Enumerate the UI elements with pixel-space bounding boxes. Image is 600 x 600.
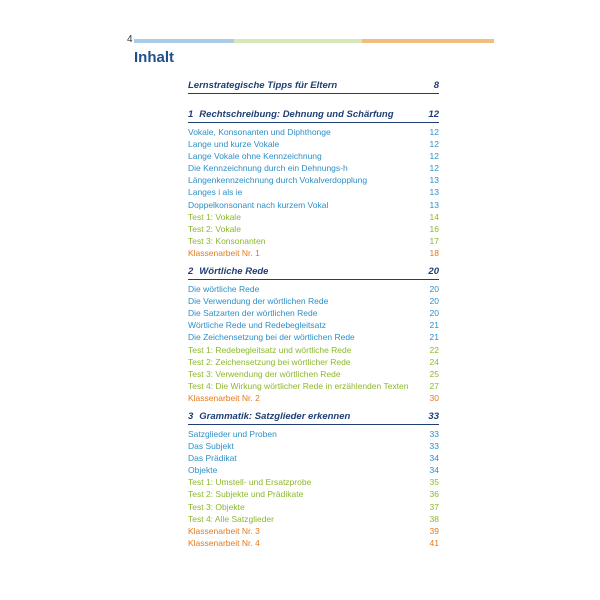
toc-entry-title: Test 1: Redebegleitsatz und wörtliche Rede bbox=[188, 344, 352, 355]
toc-section-page: 12 bbox=[428, 109, 439, 120]
toc-section-title-text: Rechtschreibung: Dehnung und Schärfung bbox=[199, 109, 394, 120]
toc-entry-test bbox=[188, 488, 439, 500]
table-of-contents bbox=[188, 79, 439, 549]
toc-section-number: 2 bbox=[188, 266, 194, 278]
toc-entry-page: 33 bbox=[429, 428, 439, 439]
toc-entry-page: 16 bbox=[429, 223, 439, 234]
toc-entry-title: Test 4: Alle Satzglieder bbox=[188, 513, 274, 524]
toc-entry-title: Vokale, Konsonanten und Diphthonge bbox=[188, 127, 331, 137]
toc-entry-exam bbox=[188, 392, 439, 404]
toc-entry-lesson bbox=[188, 307, 439, 319]
toc-entry-exam bbox=[188, 247, 439, 259]
toc-entry-page: 12 bbox=[429, 151, 439, 162]
toc-entry-title: Wörtliche Rede und Redebegleitsatz bbox=[188, 320, 326, 331]
toc-entry-page: 27 bbox=[429, 380, 439, 391]
toc-entry-title: Klassenarbeit Nr. 1 bbox=[188, 247, 260, 258]
toc-entry-lesson bbox=[188, 440, 439, 452]
toc-entry-test bbox=[188, 356, 439, 368]
toc-section-title bbox=[188, 108, 394, 121]
toc-entry-test bbox=[188, 344, 439, 356]
toc-entry-page: 12 bbox=[429, 127, 439, 137]
toc-entry-page: 24 bbox=[429, 356, 439, 367]
toc-entry-test bbox=[188, 235, 439, 247]
toc-section-title bbox=[188, 265, 268, 278]
toc-entry-title: Die Satzarten der wörtlichen Rede bbox=[188, 308, 318, 319]
toc-entry-title: Klassenarbeit Nr. 2 bbox=[188, 392, 260, 403]
toc-entry-test bbox=[188, 368, 439, 380]
toc-section-number: 1 bbox=[188, 109, 194, 120]
toc-entry-page: 20 bbox=[429, 308, 439, 319]
toc-entry-page: 18 bbox=[429, 247, 439, 258]
toc-section-title-text: Grammatik: Satzglieder erkennen bbox=[199, 410, 351, 422]
toc-entry-page: 34 bbox=[429, 465, 439, 476]
toc-section-page: 33 bbox=[428, 410, 439, 422]
toc-entry-lesson bbox=[188, 174, 439, 186]
toc-entry-title: Klassenarbeit Nr. 3 bbox=[188, 525, 260, 536]
toc-entry-title: Längenkennzeichnung durch Vokalverdopplung bbox=[188, 175, 368, 186]
page-number: 4 bbox=[127, 34, 133, 45]
toc-entry-page: 21 bbox=[429, 320, 439, 331]
toc-entry-title: Test 4: Die Wirkung wörtlicher Rede in erzählenden Texten bbox=[188, 380, 409, 391]
toc-entry-test bbox=[188, 476, 439, 488]
toc-entry-title: Test 3: Konsonanten bbox=[188, 235, 266, 246]
toc-entry-page: 35 bbox=[429, 477, 439, 488]
toc-entry-page: 13 bbox=[429, 199, 439, 210]
header-bar-blue bbox=[134, 39, 234, 43]
toc-section-title-text: Wörtliche Rede bbox=[199, 266, 269, 278]
toc-entry-exam bbox=[188, 537, 439, 549]
toc-entry-page: 13 bbox=[429, 175, 439, 186]
toc-entry-lesson bbox=[188, 295, 439, 307]
toc-entry-title: Die Kennzeichnung durch ein Dehnungs-h bbox=[188, 163, 348, 174]
toc-sections bbox=[188, 108, 439, 549]
header-bar-orange bbox=[362, 39, 494, 43]
spacer bbox=[188, 97, 439, 108]
toc-entry-lesson bbox=[188, 283, 439, 295]
toc-entry-title: Test 2: Vokale bbox=[188, 223, 241, 234]
toc-entry-page: 41 bbox=[429, 537, 439, 548]
toc-entry-title: Test 2: Subjekte und Prädikate bbox=[188, 489, 304, 500]
page-title: Inhalt bbox=[134, 49, 174, 66]
toc-entry-title: Die Zeichensetzung bei der wörtlichen Rede bbox=[188, 332, 355, 343]
toc-entry-title: Das Prädikat bbox=[188, 453, 237, 464]
toc-entry-lesson bbox=[188, 464, 439, 476]
toc-intro-page: 8 bbox=[433, 80, 439, 91]
toc-entry-test bbox=[188, 513, 439, 525]
toc-entry-page: 22 bbox=[429, 344, 439, 355]
toc-entry-page: 20 bbox=[429, 284, 439, 295]
toc-entry-test bbox=[188, 380, 439, 392]
toc-entry-title: Das Subjekt bbox=[188, 441, 234, 452]
toc-entry-title: Test 1: Vokale bbox=[188, 211, 241, 222]
toc-entry-title: Test 2: Zeichensetzung bei wörtlicher Rede bbox=[188, 356, 351, 367]
toc-entry-lesson bbox=[188, 126, 439, 138]
toc-section-title bbox=[188, 410, 350, 423]
toc-intro-row bbox=[188, 79, 439, 94]
toc-entry-page: 36 bbox=[429, 489, 439, 500]
toc-section-page: 20 bbox=[428, 266, 439, 278]
toc-entry-lesson bbox=[188, 331, 439, 343]
toc-entry-title: Test 3: Objekte bbox=[188, 501, 245, 512]
toc-entry-page: 17 bbox=[429, 235, 439, 246]
toc-entry-title: Lange und kurze Vokale bbox=[188, 139, 280, 150]
toc-entry-title: Test 1: Umstell- und Ersatzprobe bbox=[188, 477, 312, 488]
toc-entry-page: 30 bbox=[429, 392, 439, 403]
toc-entry-lesson bbox=[188, 428, 439, 440]
toc-entry-title: Langes i als ie bbox=[188, 187, 243, 198]
toc-entry-page: 20 bbox=[429, 296, 439, 307]
toc-entry-title: Satzglieder und Proben bbox=[188, 428, 277, 439]
toc-entry-lesson bbox=[188, 150, 439, 162]
toc-entry-page: 34 bbox=[429, 453, 439, 464]
toc-entry-lesson bbox=[188, 138, 439, 150]
toc-entry-test bbox=[188, 223, 439, 235]
toc-entry-page: 12 bbox=[429, 163, 439, 174]
toc-entry-lesson bbox=[188, 452, 439, 464]
toc-entry-title: Lange Vokale ohne Kennzeichnung bbox=[188, 151, 322, 162]
toc-entry-page: 37 bbox=[429, 501, 439, 512]
toc-intro-title: Lernstrategische Tipps für Eltern bbox=[188, 80, 338, 91]
toc-entry-exam bbox=[188, 525, 439, 537]
toc-entry-title: Doppelkonsonant nach kurzem Vokal bbox=[188, 199, 329, 210]
toc-section-heading bbox=[188, 108, 439, 123]
toc-section-number: 3 bbox=[188, 410, 194, 422]
toc-entry-lesson bbox=[188, 319, 439, 331]
toc-entry-title: Die Verwendung der wörtlichen Rede bbox=[188, 296, 329, 307]
toc-entry-page: 39 bbox=[429, 525, 439, 536]
header-bar-green bbox=[234, 39, 362, 43]
toc-entry-page: 25 bbox=[429, 368, 439, 379]
toc-entry-page: 21 bbox=[429, 332, 439, 343]
toc-entry-page: 33 bbox=[429, 441, 439, 452]
toc-entry-title: Klassenarbeit Nr. 4 bbox=[188, 537, 260, 548]
toc-entry-page: 38 bbox=[429, 513, 439, 524]
toc-entry-page: 14 bbox=[429, 211, 439, 222]
toc-entry-lesson bbox=[188, 199, 439, 211]
toc-entry-lesson bbox=[188, 162, 439, 174]
toc-entry-lesson bbox=[188, 186, 439, 198]
toc-entry-title: Die wörtliche Rede bbox=[188, 284, 260, 295]
toc-entry-title: Objekte bbox=[188, 465, 218, 476]
toc-section-heading bbox=[188, 410, 439, 425]
toc-entry-page: 13 bbox=[429, 187, 439, 198]
toc-entry-title: Test 3: Verwendung der wörtlichen Rede bbox=[188, 368, 341, 379]
toc-entry-test bbox=[188, 501, 439, 513]
toc-entry-page: 12 bbox=[429, 139, 439, 150]
toc-entry-test bbox=[188, 211, 439, 223]
toc-section-heading bbox=[188, 265, 439, 280]
